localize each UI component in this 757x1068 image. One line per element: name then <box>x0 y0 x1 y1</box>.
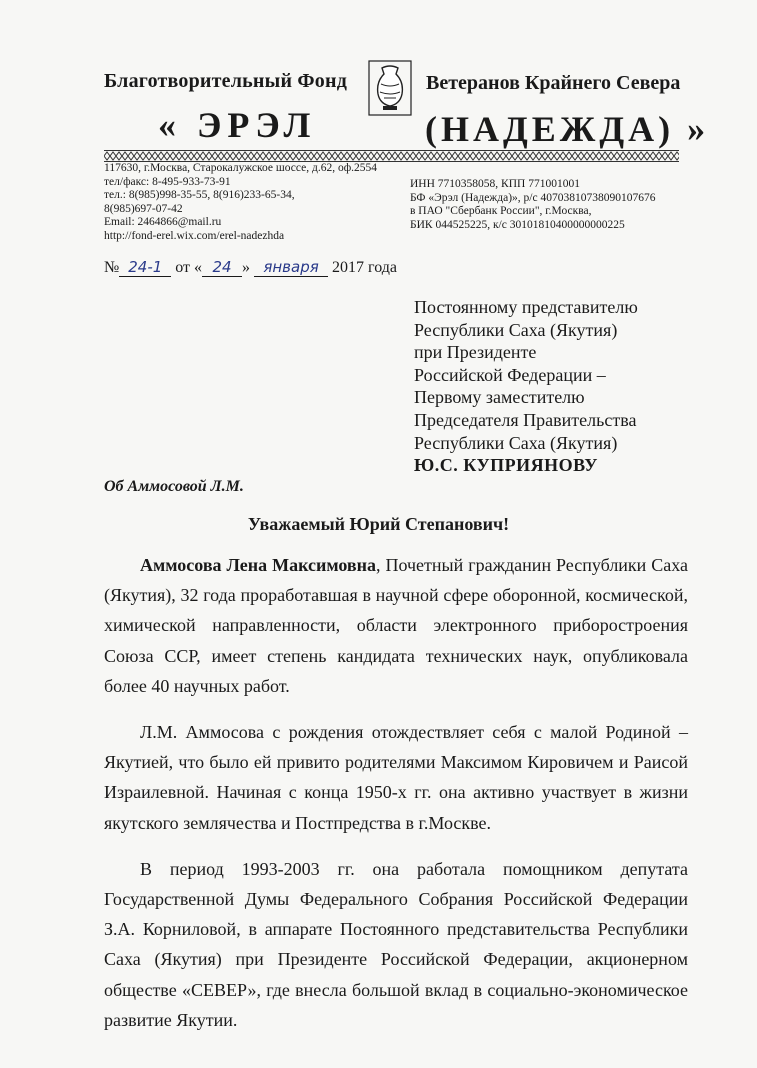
paragraph-2: Л.М. Аммосова с рождения отождествляет себя с малой Родиной – Якутией, что было ей привито родителями Максимом Кировичем и Раисой Израилевной. Начиная с конца 1950-х гг. она активно участвует в жизни якутского землячества и Постпредства в г.Москве. <box>104 722 688 833</box>
fund-name-nadezhda: (НАДЕЖДА) » <box>425 109 710 149</box>
recipient-line: Председателя Правительства <box>414 409 637 430</box>
fund-title-left: Благотворительный Фонд <box>104 70 348 92</box>
fund-name-erel: « ЭРЭЛ <box>158 105 317 145</box>
recipient-name: Ю.С. КУПРИЯНОВУ <box>414 455 598 476</box>
inn-kpp-line: ИНН 7710358058, КПП 771001001 <box>410 178 580 190</box>
year-label: 2017 года <box>332 259 397 276</box>
email-line: Email: 2464866@mail.ru <box>104 216 222 229</box>
handwritten-day: 24 <box>202 258 242 277</box>
handwritten-month: января <box>254 258 328 277</box>
greeting: Уважаемый Юрий Степанович! <box>247 514 510 534</box>
paragraph-1 <box>104 550 688 701</box>
account-line: БФ «Эрэл (Надежда)», р/с 40703810738090107676 <box>410 191 656 204</box>
number-sign: № <box>104 259 120 276</box>
recipient-line: Республики Саха (Якутия) <box>414 432 618 453</box>
vase-emblem-icon <box>368 60 412 116</box>
handwritten-number: 24-1 <box>119 258 171 277</box>
bank-name-line: в ПАО "Сбербанк России", г.Москва, <box>410 205 592 218</box>
recipient-line: Российской Федерации – <box>414 364 606 385</box>
paragraph-3: В период 1993-2003 гг. она работала помощником депутата Государственной Думы Федерального Собрания Российской Федерации З.А. Корниловой, в аппарате Постоянного представительства Республики Саха (Якутия) при Президенте Российской Федерации, акционерном обществе «СЕВЕР», где внесла большой вклад в социально-экономическое развитие Якутии. <box>104 858 688 1030</box>
fund-title-right: Ветеранов Крайнего Севера <box>426 72 681 94</box>
letter-body <box>104 550 688 1051</box>
bik-line: БИК 044525225, к/с 30101810400000000225 <box>410 218 625 231</box>
address-line: 117630, г.Москва, Старокалужское шоссе, д.62, оф.2554 <box>104 162 378 174</box>
bank-details <box>410 178 655 232</box>
phone-line: тел.: 8(985)998-35-55, 8(916)233-65-34, <box>104 189 295 202</box>
recipient-block <box>414 296 638 477</box>
website-line: http://fond-erel.wix.com/erel-nadezhda <box>104 229 285 242</box>
ornament-divider <box>104 150 679 162</box>
from-label: от « <box>175 259 203 276</box>
recipient-line: Постоянному представителю <box>414 297 638 317</box>
paragraph-1-lead: Аммосова Лена Максимовна <box>140 555 377 575</box>
quote-close: » <box>242 259 251 276</box>
subject-line: Об Аммосовой Л.М. <box>104 478 244 495</box>
phone-fax-line: тел/факс: 8-495-933-73-91 <box>104 175 231 188</box>
paragraph-1-text: , Почетный гражданин Республики Саха (Якутия), 32 года проработавшая в научной сфере оборонной, космической, химической направленности, области электронного приборостроения Союза ССР, имеет степень кандидата технических наук, опубликовала более 40 научных работ. <box>104 555 689 696</box>
contacts-left <box>104 162 377 244</box>
document-number <box>104 258 397 277</box>
recipient-line: Республики Саха (Якутия) <box>414 319 618 340</box>
recipient-line: при Президенте <box>414 342 537 363</box>
recipient-line: Первому заместителю <box>414 387 585 408</box>
phone-line-2: 8(985)697-07-42 <box>104 202 183 215</box>
